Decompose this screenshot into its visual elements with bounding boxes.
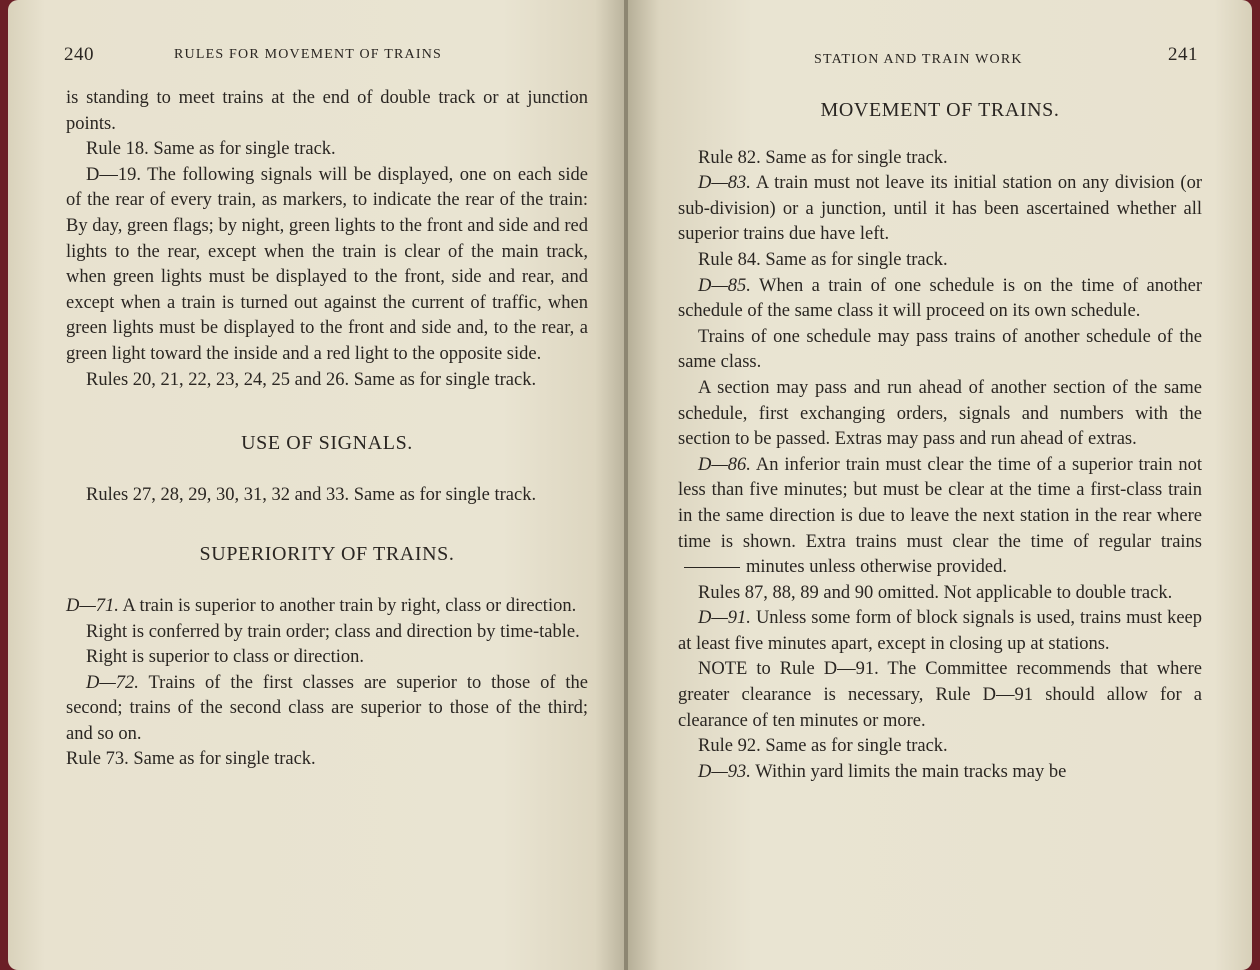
paragraph-right-superior: Right is superior to class or direction. <box>86 647 364 668</box>
page-number-left: 240 <box>64 44 94 65</box>
paragraph-trains-one-schedule: Trains of one schedule may pass trains of another schedule of the same class. <box>678 326 1202 373</box>
paragraph-rule-d71: D—71. A train is superior to another train by right, class or direction. <box>66 595 577 616</box>
paragraph-rule-84: Rule 84. Same as for single track. <box>698 249 948 270</box>
paragraph-rule-d93: D—93. Within yard limits the main tracks may be <box>698 761 1067 782</box>
paragraph-rule-d91: D—91. Unless some form of block signals is used, trains must keep at least five minutes apart, except in closing up at stations. <box>678 608 1203 654</box>
heading-superiority-of-trains: SUPERIORITY OF TRAINS. <box>199 543 455 566</box>
paragraph-rule-d83: D—83. A train must not leave its initial station on any division (or sub-division) or a junction, until it has been ascertained whether all superior trains due have left. <box>678 173 1202 245</box>
heading-use-of-signals: USE OF SIGNALS. <box>241 432 413 455</box>
paragraph-rule-d19: D—19. The following signals will be displayed, one on each side of the rear of every train, as markers, to indicate the rear of the train: By day, green flags; by night, green lights to the front and side and red lights to the rear, except when the train is clear of the main track, when green lights must be displayed to the front, side and rear, and except when a train is turned out against the current of traffic, when green lights must be displayed to the front and side and, to the rear, a green light toward the inside and a red light to the opposite side. <box>66 164 588 364</box>
paragraph-rules-27-33: Rules 27, 28, 29, 30, 31, 32 and 33. Same as for single track. <box>86 484 537 505</box>
paragraph-rules-20-26: Rules 20, 21, 22, 23, 24, 25 and 26. Same as for single track. <box>86 369 537 390</box>
paragraph-rule-73: Rule 73. Same as for single track. <box>66 749 316 770</box>
paragraph-rule-92: Rule 92. Same as for single track. <box>698 736 948 757</box>
blank-line <box>684 567 740 568</box>
right-page-body <box>678 98 1202 785</box>
paragraph-continuation: is standing to meet trains at the end of double track or at junction points. <box>66 88 588 134</box>
left-page <box>8 0 626 970</box>
page-number-right: 241 <box>1168 44 1198 65</box>
paragraph-right-conferred: Right is conferred by train order; class and direction by time-table. <box>86 621 580 642</box>
paragraph-section-may-pass: A section may pass and run ahead of another section of the same schedule, first exchanging orders, signals and numbers with the section to be passed. Extras may pass and run ahead of extras. <box>678 377 1202 450</box>
running-head-left: RULES FOR MOVEMENT OF TRAINS <box>174 47 443 62</box>
heading-movement-of-trains: MOVEMENT OF TRAINS. <box>820 99 1060 121</box>
paragraph-rule-d86: D—86. An inferior train must clear the time of a superior train not less than five minutes; but must be clear at the time a first-class train in the same direction is due to leave the next station in the rear where time is shown. Extra trains must clear the time of regular trainsminutes unless otherwise provided. <box>678 454 1202 578</box>
paragraph-rule-d72: D—72. Trains of the first classes are superior to those of the second; trains of the second class are superior to those of the third; and so on. <box>66 672 589 744</box>
right-page <box>628 0 1252 970</box>
left-page-body <box>66 86 588 773</box>
paragraph-rule-d85: D—85. When a train of one schedule is on the time of another schedule of the same class it will proceed on its own schedule. <box>678 275 1202 322</box>
paragraph-rule-82: Rule 82. Same as for single track. <box>698 147 948 168</box>
paragraph-rules-87-90: Rules 87, 88, 89 and 90 omitted. Not applicable to double track. <box>698 582 1173 603</box>
paragraph-rule-18: Rule 18. Same as for single track. <box>86 139 336 160</box>
running-head-right: STATION AND TRAIN WORK <box>814 52 1023 67</box>
paragraph-note-d91: NOTE to Rule D—91. The Committee recommends that where greater clearance is necessary, Rule D—91 should allow for a clearance of ten minutes or more. <box>678 659 1202 731</box>
